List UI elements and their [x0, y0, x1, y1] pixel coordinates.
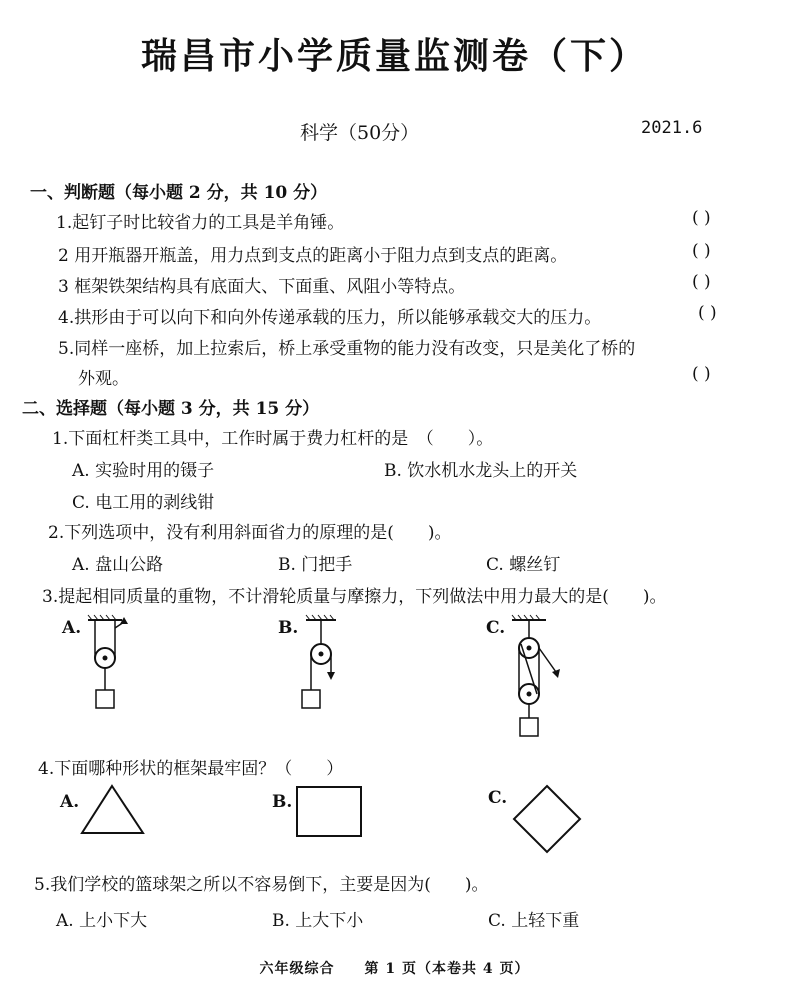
choice-q3-text: 3.提起相同质量的重物，不计滑轮质量与摩擦力，下列做法中用力最大的是( )。 — [42, 587, 667, 607]
pulley-figure-a — [84, 614, 144, 714]
judge-q4-text: 4.拱形由于可以向下和向外传递承载的压力，所以能够承载交大的压力。 — [58, 308, 602, 328]
choice-q5-option-b[interactable]: B. 上大下小 — [272, 911, 364, 931]
diamond-frame — [512, 784, 582, 854]
judge-q1-text: 1.起钉子时比较省力的工具是羊角锤。 — [56, 213, 345, 233]
pulley-figure-b — [292, 614, 352, 714]
triangle-frame — [80, 784, 146, 836]
choice-q5-text: 5.我们学校的篮球架之所以不容易倒下，主要是因为( )。 — [34, 875, 489, 895]
section2-heading: 二、选择题（每小题 3 分，共 15 分） — [22, 399, 320, 419]
page-title: 瑞昌市小学质量监测卷（下） — [140, 36, 648, 77]
judge-q5-text-cont: 外观。 — [78, 369, 129, 389]
judge-q2-text: 2 用开瓶器开瓶盖，用力点到支点的距离小于阻力点到支点的距离。 — [58, 246, 568, 266]
choice-q4-label-a[interactable]: A. — [60, 792, 80, 812]
pulley-figure-c — [508, 614, 578, 744]
choice-q4-text: 4.下面哪种形状的框架最牢固？（ ） — [38, 759, 344, 779]
choice-q1-option-a[interactable]: A. 实验时用的镊子 — [72, 461, 215, 481]
judge-q2-answer[interactable]: ( ) — [692, 241, 711, 261]
judge-q3-answer[interactable]: ( ) — [692, 272, 711, 292]
choice-q1-option-b[interactable]: B. 饮水机水龙头上的开关 — [384, 461, 578, 481]
judge-q1-answer[interactable]: ( ) — [692, 208, 711, 228]
choice-q5-option-c[interactable]: C. 上轻下重 — [488, 911, 580, 931]
choice-q4-label-b[interactable]: B. — [272, 792, 293, 812]
choice-q2-option-a[interactable]: A. 盘山公路 — [72, 555, 164, 575]
judge-q5-answer[interactable]: ( ) — [692, 364, 711, 384]
subject-label: 科学（50分） — [300, 122, 420, 144]
choice-q3-label-c[interactable]: C. — [486, 618, 506, 638]
choice-q4-label-c[interactable]: C. — [488, 788, 508, 808]
choice-q5-option-a[interactable]: A. 上小下大 — [56, 911, 148, 931]
choice-q1-text: 1.下面杠杆类工具中，工作时属于费力杠杆的是 （ ）。 — [52, 429, 494, 449]
section1-heading: 一、判断题（每小题 2 分，共 10 分） — [30, 183, 328, 203]
judge-q5-text: 5.同样一座桥，加上拉索后，桥上承受重物的能力没有改变，只是美化了桥的 — [58, 339, 636, 359]
choice-q2-option-b[interactable]: B. 门把手 — [278, 555, 353, 575]
page-footer: 六年级综合 第 1 页（本卷共 4 页） — [259, 961, 530, 977]
exam-date: 2021.6 — [641, 118, 703, 138]
choice-q1-option-c[interactable]: C. 电工用的剥线钳 — [72, 493, 215, 513]
choice-q2-option-c[interactable]: C. 螺丝钉 — [486, 555, 561, 575]
square-frame — [296, 786, 364, 838]
judge-q4-answer[interactable]: ( ) — [698, 303, 717, 323]
choice-q3-label-a[interactable]: A. — [62, 618, 82, 638]
judge-q3-text: 3 框架铁架结构具有底面大、下面重、风阻小等特点。 — [58, 277, 466, 297]
choice-q3-label-b[interactable]: B. — [278, 618, 299, 638]
choice-q2-text: 2.下列选项中，没有利用斜面省力的原理的是( )。 — [48, 523, 452, 543]
